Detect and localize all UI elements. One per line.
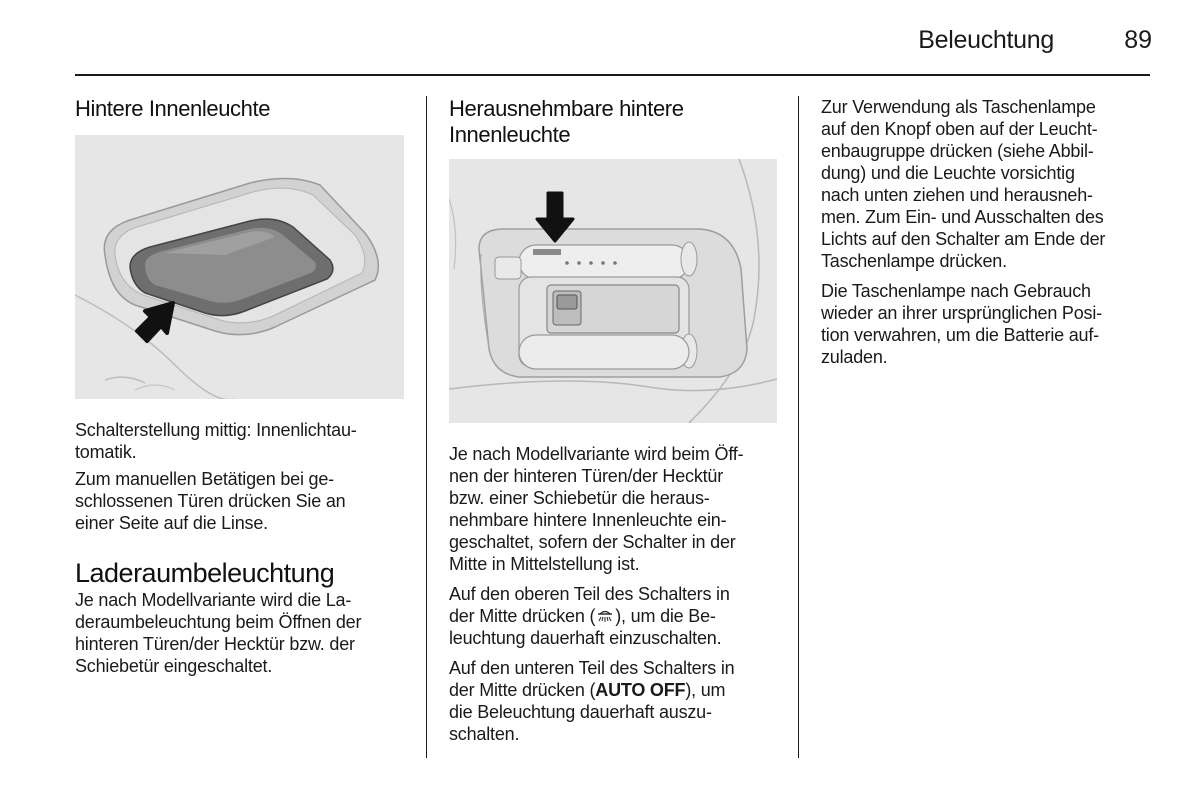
- col2-para1-line3: bzw. einer Schiebetür die heraus-: [449, 488, 710, 508]
- col1-para3-line2: deraumbeleuchtung beim Öffnen der: [75, 612, 362, 632]
- col2-para3-line2-start: der Mitte drücken (: [449, 680, 596, 700]
- col2-para2-line1: Auf den oberen Teil des Schalters in: [449, 584, 730, 604]
- column-2: [449, 96, 781, 745]
- col3-para2-line3: tion verwahren, um die Batterie auf-: [821, 325, 1099, 345]
- rear-interior-light-illustration: [75, 135, 404, 399]
- column-divider-right: [798, 96, 799, 758]
- col2-para2-line2: [449, 605, 781, 627]
- col2-para3-line4: schalten.: [449, 724, 520, 744]
- col3-para1-line3: enbaugruppe drücken (siehe Abbil-: [821, 141, 1094, 161]
- col3-para2-line4: zuladen.: [821, 347, 888, 367]
- col2-para2-line3: leuchtung dauerhaft einzuschalten.: [449, 628, 722, 648]
- col2-para2-line2-start: der Mitte drücken (: [449, 606, 596, 626]
- page-number: 89: [1124, 26, 1152, 54]
- auto-off-label: AUTO OFF: [595, 680, 686, 700]
- col1-para1-line1: Schalterstellung mittig: Innenlichtau-: [75, 420, 357, 440]
- col1-para3-line3: hinteren Türen/der Hecktür bzw. der: [75, 634, 355, 654]
- col3-para1-line1: Zur Verwendung als Taschenlampe: [821, 97, 1096, 117]
- removable-rear-light-icon: [449, 159, 777, 423]
- col2-para1-line2: nen der hinteren Türen/der Hecktür: [449, 466, 724, 486]
- col1-para2-line2: schlossenen Türen drücken Sie an: [75, 491, 346, 511]
- col3-para1-line7: Lichts auf den Schalter am Ende der: [821, 229, 1106, 249]
- interior-light-on-icon: [595, 607, 615, 623]
- col2-para1-line6: Mitte in Mittelstellung ist.: [449, 554, 640, 574]
- removable-rear-light-illustration: [449, 159, 777, 423]
- page-header-title: Beleuchtung: [918, 26, 1054, 54]
- col3-para1-line6: men. Zum Ein- und Ausschalten des: [821, 207, 1104, 227]
- col3-para1-line8: Taschenlampe drücken.: [821, 251, 1007, 271]
- col3-para1-line5: nach unten ziehen und herausneh-: [821, 185, 1093, 205]
- col2-para3-line2-end: ), um: [685, 680, 726, 700]
- rear-interior-light-icon: [75, 135, 404, 399]
- col2-para1-line1: Je nach Modellvariante wird beim Öff-: [449, 444, 744, 464]
- col3-para1-line2: auf den Knopf oben auf der Leucht-: [821, 119, 1098, 139]
- col3-para2-line2: wieder an ihrer ursprünglichen Posi-: [821, 303, 1102, 323]
- column-1: [75, 96, 407, 677]
- col2-para2-line2-end: ), um die Be-: [615, 606, 716, 626]
- col3-para2-line1: Die Taschenlampe nach Gebrauch: [821, 281, 1091, 301]
- header-rule: [75, 74, 1150, 76]
- heading-herausnehmbare-line1: Herausnehmbare hintere: [449, 96, 684, 121]
- col3-para1-line4: dung) und die Leuchte vorsichtig: [821, 163, 1075, 183]
- col1-para1-line2: tomatik.: [75, 442, 137, 462]
- column-3: [821, 96, 1153, 368]
- col2-para3-line2: [449, 679, 781, 701]
- col2-para1-line5: geschaltet, sofern der Schalter in der: [449, 532, 736, 552]
- col1-para2-line3: einer Seite auf die Linse.: [75, 513, 268, 533]
- col2-para1-line4: nehmbare hintere Innenleuchte ein-: [449, 510, 727, 530]
- section-title-laderaumbeleuchtung: Laderaumbeleuchtung: [75, 558, 335, 588]
- heading-hintere-innenleuchte: Hintere Innenleuchte: [75, 96, 271, 121]
- col1-para3-line4: Schiebetür eingeschaltet.: [75, 656, 273, 676]
- heading-herausnehmbare-line2: Innenleuchte: [449, 122, 571, 147]
- col2-para3-line3: die Beleuchtung dauerhaft auszu-: [449, 702, 712, 722]
- column-divider-left: [426, 96, 427, 758]
- col1-para2-line1: Zum manuellen Betätigen bei ge-: [75, 469, 334, 489]
- col1-para3-line1: Je nach Modellvariante wird die La-: [75, 590, 352, 610]
- col2-para3-line1: Auf den unteren Teil des Schalters in: [449, 658, 735, 678]
